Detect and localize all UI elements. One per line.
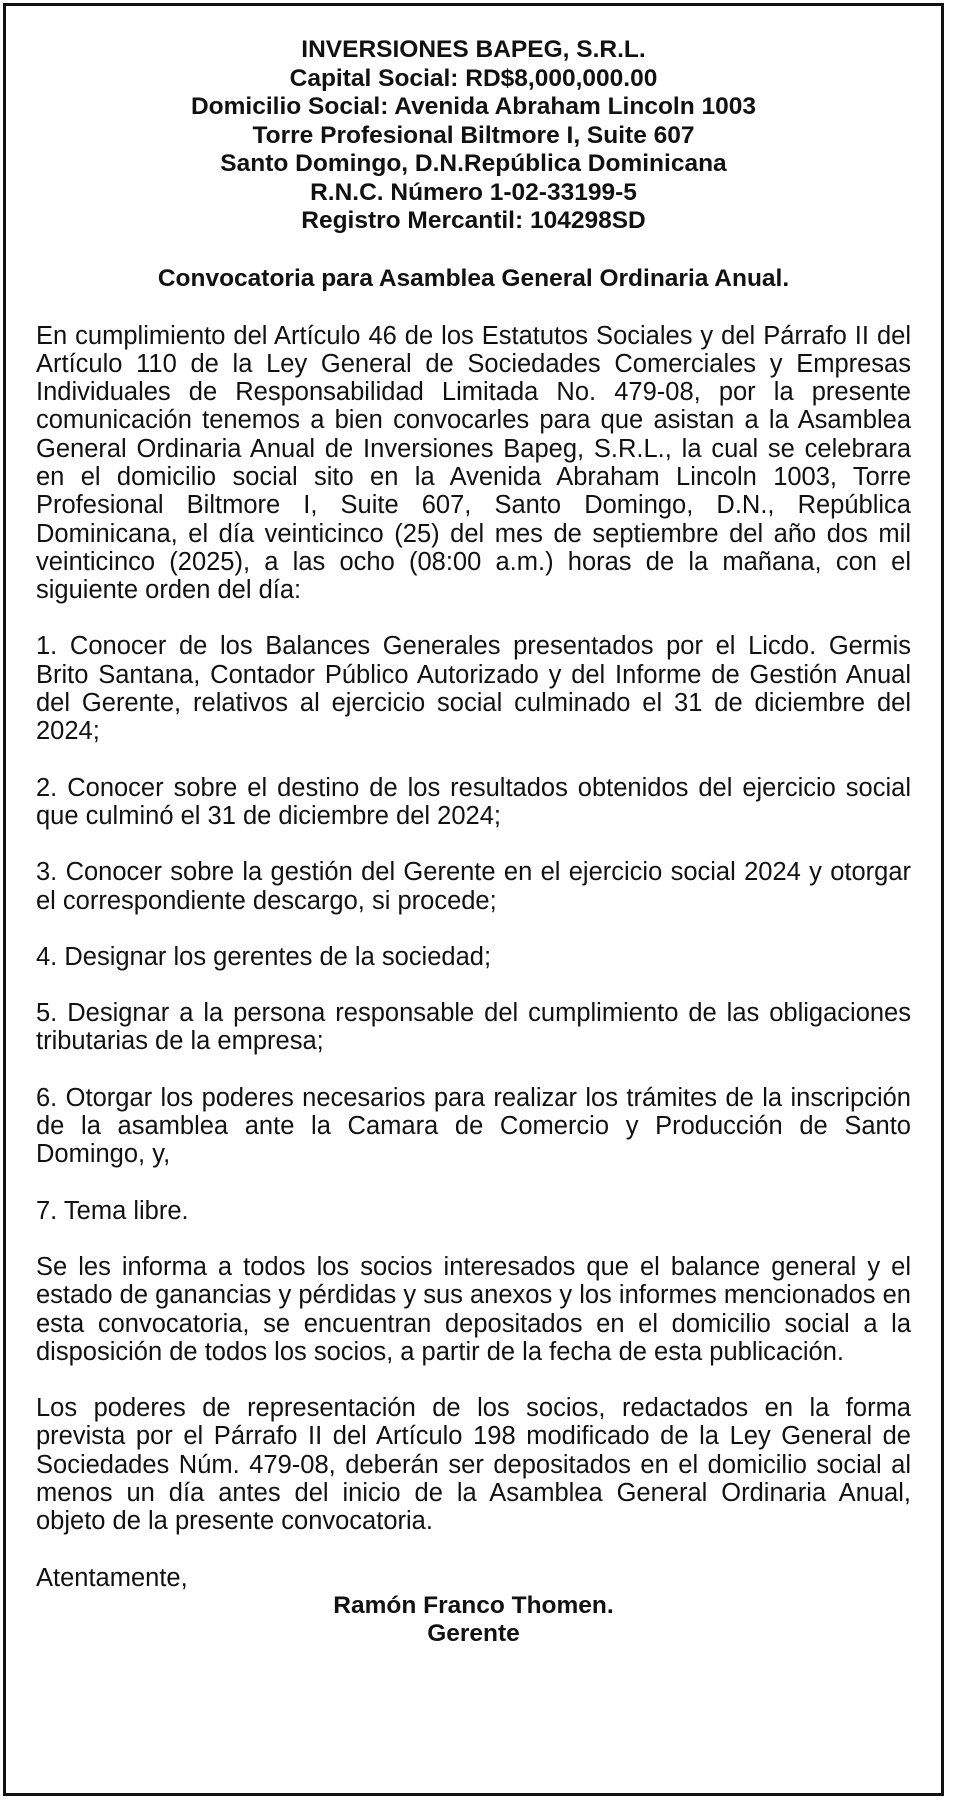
agenda-item-4: 4. Designar los gerentes de la sociedad;	[36, 942, 492, 971]
signature-block	[36, 1592, 911, 1648]
intro-paragraph: En cumplimiento del Artículo 46 de los Estatutos Sociales y del Párrafo II del Artículo 110 de la Ley General de Sociedades Comerciales y Empresas Individuales de Responsabilidad Limitada No. 479-08, por la presente comunicación tenemos a bien convocarles para que asistan a la Asamblea General Ordinaria Anual de Inversiones Bapeg, S.R.L., la cual se celebrara en el domicilio social sito en la Avenida Abraham Lincoln 1003, Torre Profesional Biltmore I, Suite 607, Santo Domingo, D.N., República Dominicana, el día veinticinco (25) del mes de septiembre del año dos mil veinticinco (2025), a las ocho (08:00 a.m.) horas de la mañana, con el siguiente orden del día:	[36, 321, 911, 605]
agenda-item-7: 7. Tema libre.	[36, 1196, 189, 1225]
signatory-role: Gerente	[427, 1619, 520, 1647]
tower-line: Torre Profesional Biltmore I, Suite 607	[252, 121, 695, 149]
notice-document	[3, 3, 944, 1796]
domicile-line: Domicilio Social: Avenida Abraham Lincoln 1003	[190, 93, 756, 120]
agenda-item-3: 3. Conocer sobre la gestión del Gerente en el ejercicio social 2024 y otorgar el correspondiente descargo, si procede;	[36, 858, 911, 915]
powers-paragraph: Los poderes de representación de los socios, redactados en la forma prevista por el Párrafo II del Artículo 198 modificado de la Ley General de Sociedades Núm. 479-08, deberán ser depositados en el domicilio social al menos un día antes del inicio de la Asamblea General Ordinaria Anual, objeto de la presente convocatoria.	[36, 1394, 911, 1536]
notice-title: Convocatoria para Asamblea General Ordinaria Anual.	[157, 264, 790, 292]
signatory-name: Ramón Franco Thomen.	[333, 1591, 614, 1619]
agenda-item-5: 5. Designar a la persona responsable del cumplimiento de las obligaciones tributarias de la empresa;	[36, 999, 911, 1056]
agenda-item-1: 1. Conocer de los Balances Generales presentados por el Licdo. Germis Brito Santana, Contador Público Autorizado y del Informe de Gestión Anual del Gerente, relativos al ejercicio social culminado el 31 de diciembre del 2024;	[36, 632, 911, 746]
company-name: INVERSIONES BAPEG, S.R.L.	[301, 36, 646, 63]
agenda-item-2: 2. Conocer sobre el destino de los resultados obtenidos del ejercicio social que culminó el 31 de diciembre del 2024;	[36, 773, 911, 830]
capital-line: Capital Social: RD$8,000,000.00	[289, 64, 658, 92]
city-line: Santo Domingo, D.N.República Dominicana	[220, 150, 727, 177]
rnc-line: R.N.C. Número 1-02-33199-5	[310, 178, 637, 206]
company-header	[36, 36, 911, 236]
info-paragraph: Se les informa a todos los socios interesados que el balance general y el estado de ganancias y pérdidas y sus anexos y los informes mencionados en esta convocatoria, se encuentran depositados en el domicilio social a la disposición de todos los socios, a partir de la fecha de esta publicación.	[36, 1252, 911, 1366]
registry-line: Registro Mercantil: 104298SD	[301, 207, 646, 234]
signoff: Atentamente,	[36, 1563, 188, 1592]
agenda-item-6: 6. Otorgar los poderes necesarios para realizar los trámites de la inscripción de la asamblea ante la Camara de Comercio y Producción de Santo Domingo, y,	[36, 1083, 911, 1169]
